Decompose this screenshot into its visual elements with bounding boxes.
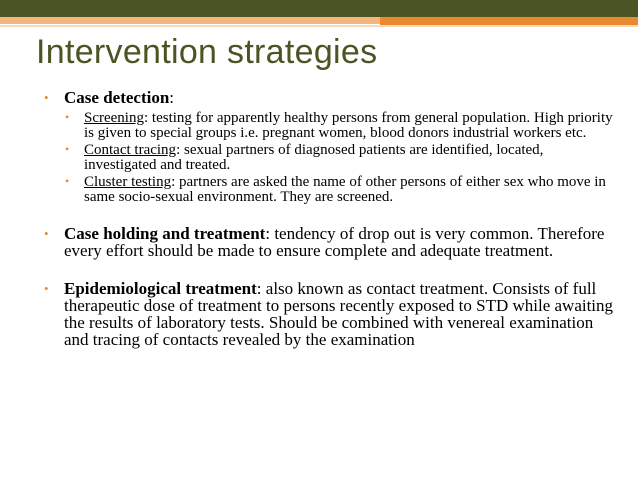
- subbullet-term: Contact tracing: [84, 142, 177, 158]
- bullet-text: :: [169, 88, 175, 107]
- bullet-case-holding: [44, 225, 614, 259]
- bullet-icon: •: [44, 90, 49, 105]
- header-accent-right: [380, 17, 638, 25]
- subbullet-cluster-testing: [64, 175, 614, 204]
- bullet-icon: •: [44, 226, 49, 241]
- bullet-icon: •: [44, 281, 49, 296]
- bullet-icon: •: [65, 110, 70, 124]
- bullet-icon: •: [65, 174, 70, 188]
- subbullet-text: : testing for apparently healthy persons from general population. High priority is given to special groups i.e. pregnant women, blood donors industrial workers etc.: [84, 110, 613, 141]
- header-accent-left: [0, 17, 380, 24]
- subbullet-text: : partners are asked the name of other persons of either sex who move in same socio-sexual environment. They are screened.: [84, 174, 606, 205]
- bullet-term: Epidemiological treatment: [64, 279, 257, 298]
- bullet-text: : tendency of drop out is very common. Therefore every effort should be made to ensure complete and adequate treatment.: [64, 224, 605, 260]
- header-band: [0, 0, 638, 17]
- sub-list: [64, 111, 614, 204]
- bullet-text: : also known as contact treatment. Consists of full therapeutic dose of treatment to persons recently exposed to STD while awaiting the results of laboratory tests. Should be combined with venereal examination and tracing of contacts revealed by the examination: [64, 279, 614, 349]
- subbullet-text: : sexual partners of diagnosed patients are identified, located, investigated and treated.: [84, 142, 544, 173]
- bullet-term: Case detection: [64, 88, 170, 107]
- slide-title: Intervention strategies: [36, 33, 378, 71]
- subbullet-contact-tracing: [64, 143, 614, 172]
- bullet-case-detection: [44, 89, 614, 204]
- bullet-epidemiological-treatment: [44, 280, 614, 348]
- subbullet-screening: [64, 111, 614, 140]
- slide-body: [44, 89, 614, 348]
- bullet-term: Case holding and treatment: [64, 224, 266, 243]
- bullet-icon: •: [65, 142, 70, 156]
- header-divider: [0, 25, 638, 27]
- subbullet-term: Cluster testing: [84, 174, 172, 190]
- subbullet-term: Screening: [84, 110, 144, 126]
